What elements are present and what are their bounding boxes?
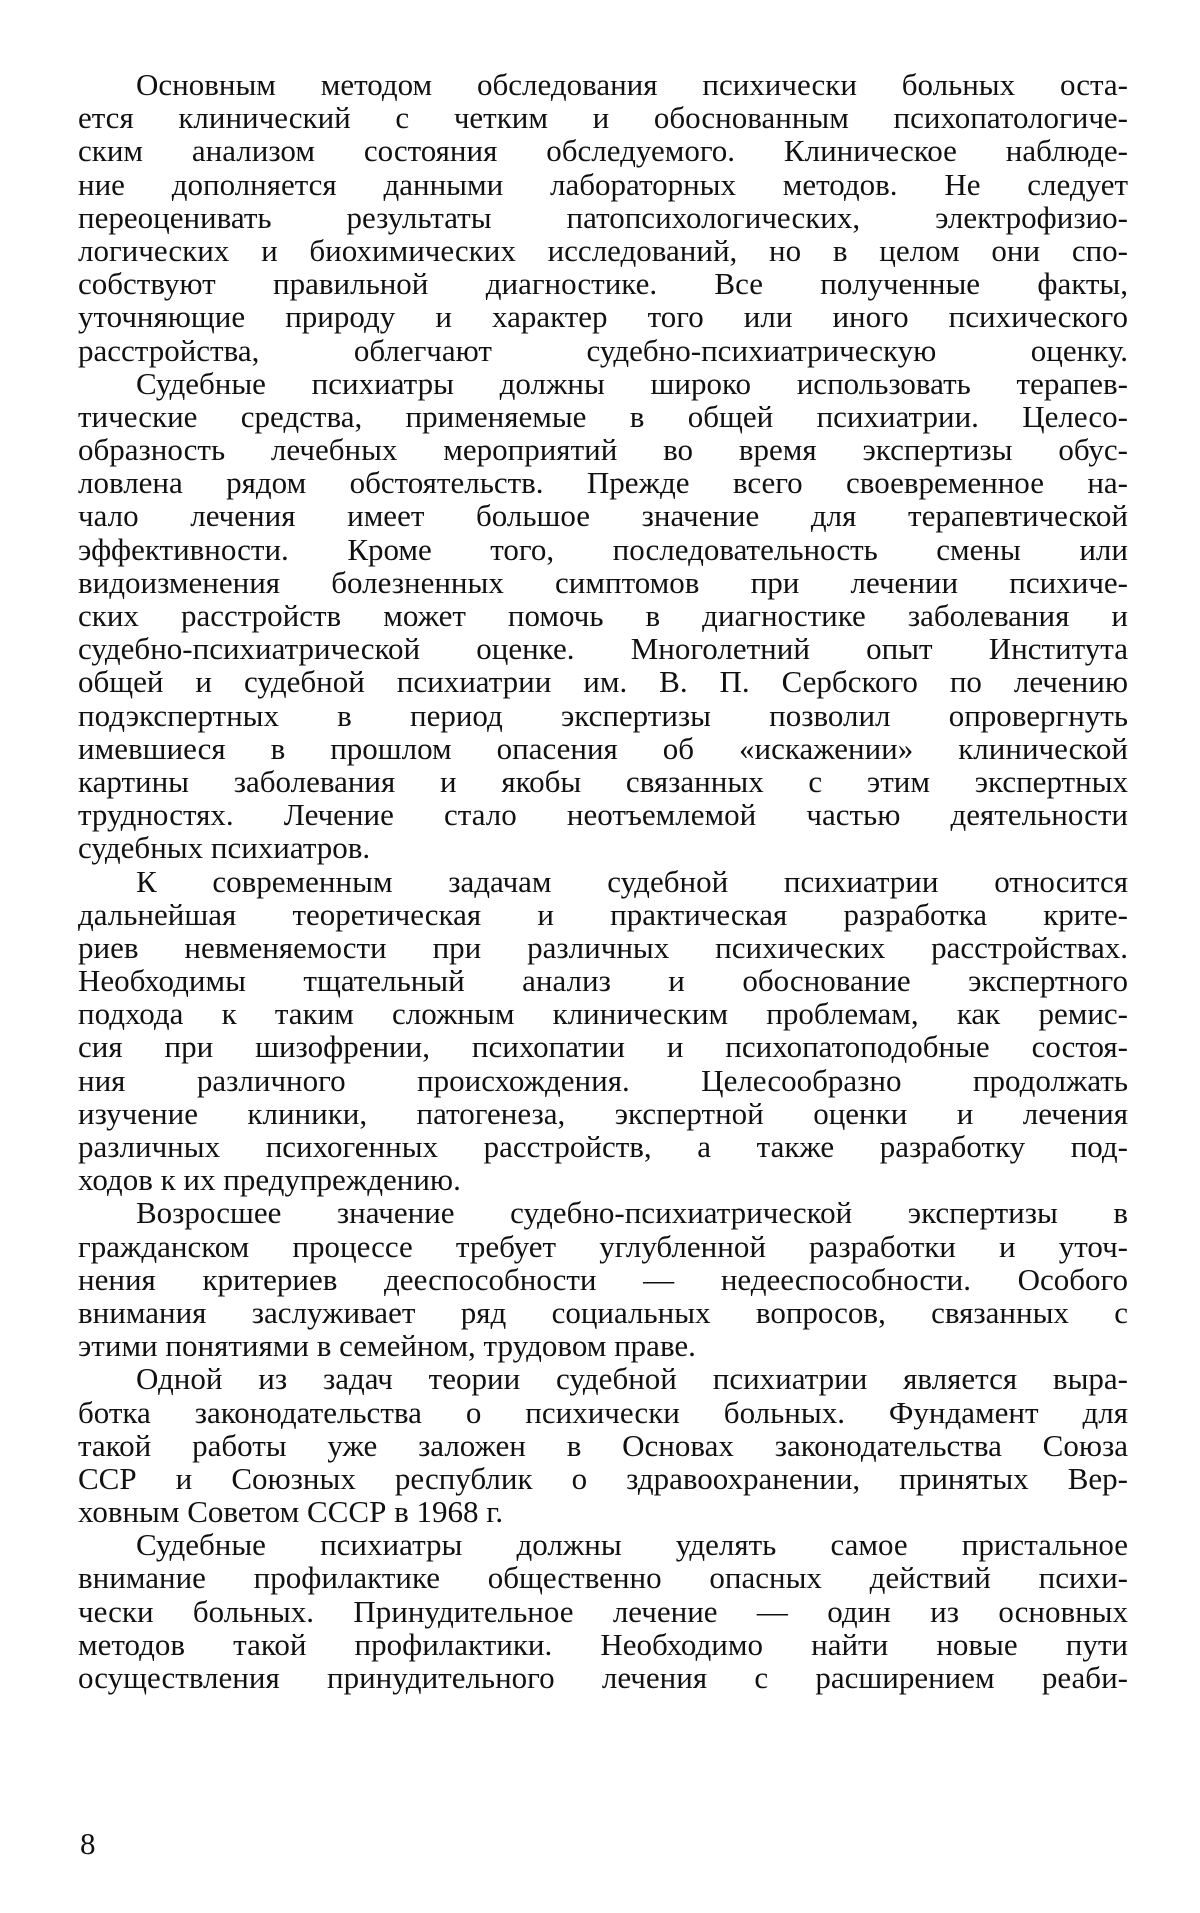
text-line: ховным Советом СССР в 1968 г.: [78, 1494, 504, 1530]
text-line: такой работы уже заложен в Основах законодательства Союза: [78, 1427, 1128, 1463]
page-body: [78, 68, 1128, 1694]
text-line: общей и судебной психиатрии им. В. П. Сербского по лечению: [78, 664, 1128, 700]
text-line: ние дополняется данными лабораторных методов. Не следует: [78, 166, 1128, 202]
paragraph: [78, 367, 1128, 865]
text-line: ботка законодательства о психически больных. Фундамент для: [78, 1394, 1128, 1430]
text-line: ских расстройств может помочь в диагностике заболевания и: [78, 598, 1128, 633]
text-line: Судебные психиатры должны уделять самое пристальное: [136, 1527, 1128, 1563]
text-line: имевшиеся в прошлом опасения об «искажении» клинической: [78, 730, 1128, 766]
text-line: этими понятиями в семейном, трудовом праве.: [78, 1328, 696, 1364]
text-line: внимания заслуживает ряд социальных вопросов, связанных с: [78, 1294, 1128, 1330]
text-line: судебно-психиатрической оценке. Многолетний опыт Института: [78, 631, 1128, 667]
text-line: Основным методом обследования психически больных оста-: [136, 67, 1128, 102]
text-line: риев невменяемости при различных психических расстройствах.: [78, 929, 1128, 965]
text-line: ется клинический с четким и обоснованным психопатологиче-: [78, 100, 1128, 136]
text-line: Судебные психиатры должны широко использовать терапев-: [136, 365, 1128, 401]
text-line: уточняющие природу и характер того или иного психического: [78, 299, 1128, 335]
text-line: дальнейшая теоретическая и практическая разработка крите-: [78, 896, 1128, 932]
text-line: гражданском процессе требует углубленной разработки и уточ-: [78, 1228, 1128, 1264]
text-line: переоценивать результаты патопсихологических, электрофизио-: [78, 199, 1128, 235]
paragraph: [78, 68, 1128, 367]
page-number: 8: [80, 1826, 96, 1861]
text-line: судебных психиатров.: [78, 830, 371, 866]
text-line: нения критериев дееспособности — недееспособности. Особого: [78, 1261, 1128, 1297]
text-line: чало лечения имеет большое значение для терапевтической: [78, 498, 1128, 534]
text-line: ходов к их предупреждению.: [78, 1162, 461, 1198]
text-line: различных психогенных расстройств, а также разработку под-: [78, 1129, 1128, 1164]
text-line: тические средства, применяемые в общей психиатрии. Целесо-: [78, 398, 1128, 434]
text-line: ССР и Союзных республик о здравоохранении, принятых Вер-: [78, 1460, 1128, 1496]
text-line: внимание профилактике общественно опасных действий психи-: [78, 1560, 1128, 1596]
text-line: подхода к таким сложным клиническим проблемам, как ремис-: [78, 996, 1128, 1032]
text-line: сия при шизофрении, психопатии и психопатоподобные состоя-: [78, 1029, 1128, 1065]
text-line: изучение клиники, патогенеза, экспертной оценки и лечения: [78, 1095, 1128, 1131]
paragraph: [78, 865, 1128, 1197]
text-line: видоизменения болезненных симптомов при лечении психиче-: [78, 564, 1128, 600]
text-line: ским анализом состояния обследуемого. Клиническое наблюде-: [78, 133, 1128, 169]
text-line: чески больных. Принудительное лечение — один из основных: [78, 1593, 1128, 1629]
text-line: собствуют правильной диагностике. Все полученные факты,: [78, 266, 1128, 302]
text-line: осуществления принудительного лечения с расширением реаби-: [78, 1660, 1128, 1695]
text-line: Возросшее значение судебно-психиатрической экспертизы в: [136, 1195, 1128, 1231]
text-line: образность лечебных мероприятий во время экспертизы обус-: [78, 432, 1128, 468]
text-line: логических и биохимических исследований, но в целом они спо-: [78, 232, 1128, 268]
text-line: ния различного происхождения. Целесообразно продолжать: [78, 1062, 1128, 1098]
text-line: ловлена рядом обстоятельств. Прежде всего своевременное на-: [78, 465, 1128, 501]
text-line: эффективности. Кроме того, последовательность смены или: [78, 531, 1128, 567]
text-line: расстройства, облегчают судебно-психиатрическую оценку.: [78, 332, 1128, 368]
text-line: картины заболевания и якобы связанных с этим экспертных: [78, 763, 1128, 799]
paragraph: [78, 1362, 1128, 1528]
text-line: подэкспертных в период экспертизы позволил опровергнуть: [78, 697, 1128, 733]
paragraph: [78, 1196, 1128, 1362]
text-line: К современным задачам судебной психиатрии относится: [136, 863, 1128, 899]
paragraph: [78, 1528, 1128, 1694]
text-line: трудностях. Лечение стало неотъемлемой частью деятельности: [78, 797, 1128, 833]
text-line: методов такой профилактики. Необходимо найти новые пути: [78, 1626, 1128, 1662]
text-line: Необходимы тщательный анализ и обоснование экспертного: [78, 963, 1128, 999]
text-line: Одной из задач теории судебной психиатрии является выра-: [136, 1361, 1128, 1397]
